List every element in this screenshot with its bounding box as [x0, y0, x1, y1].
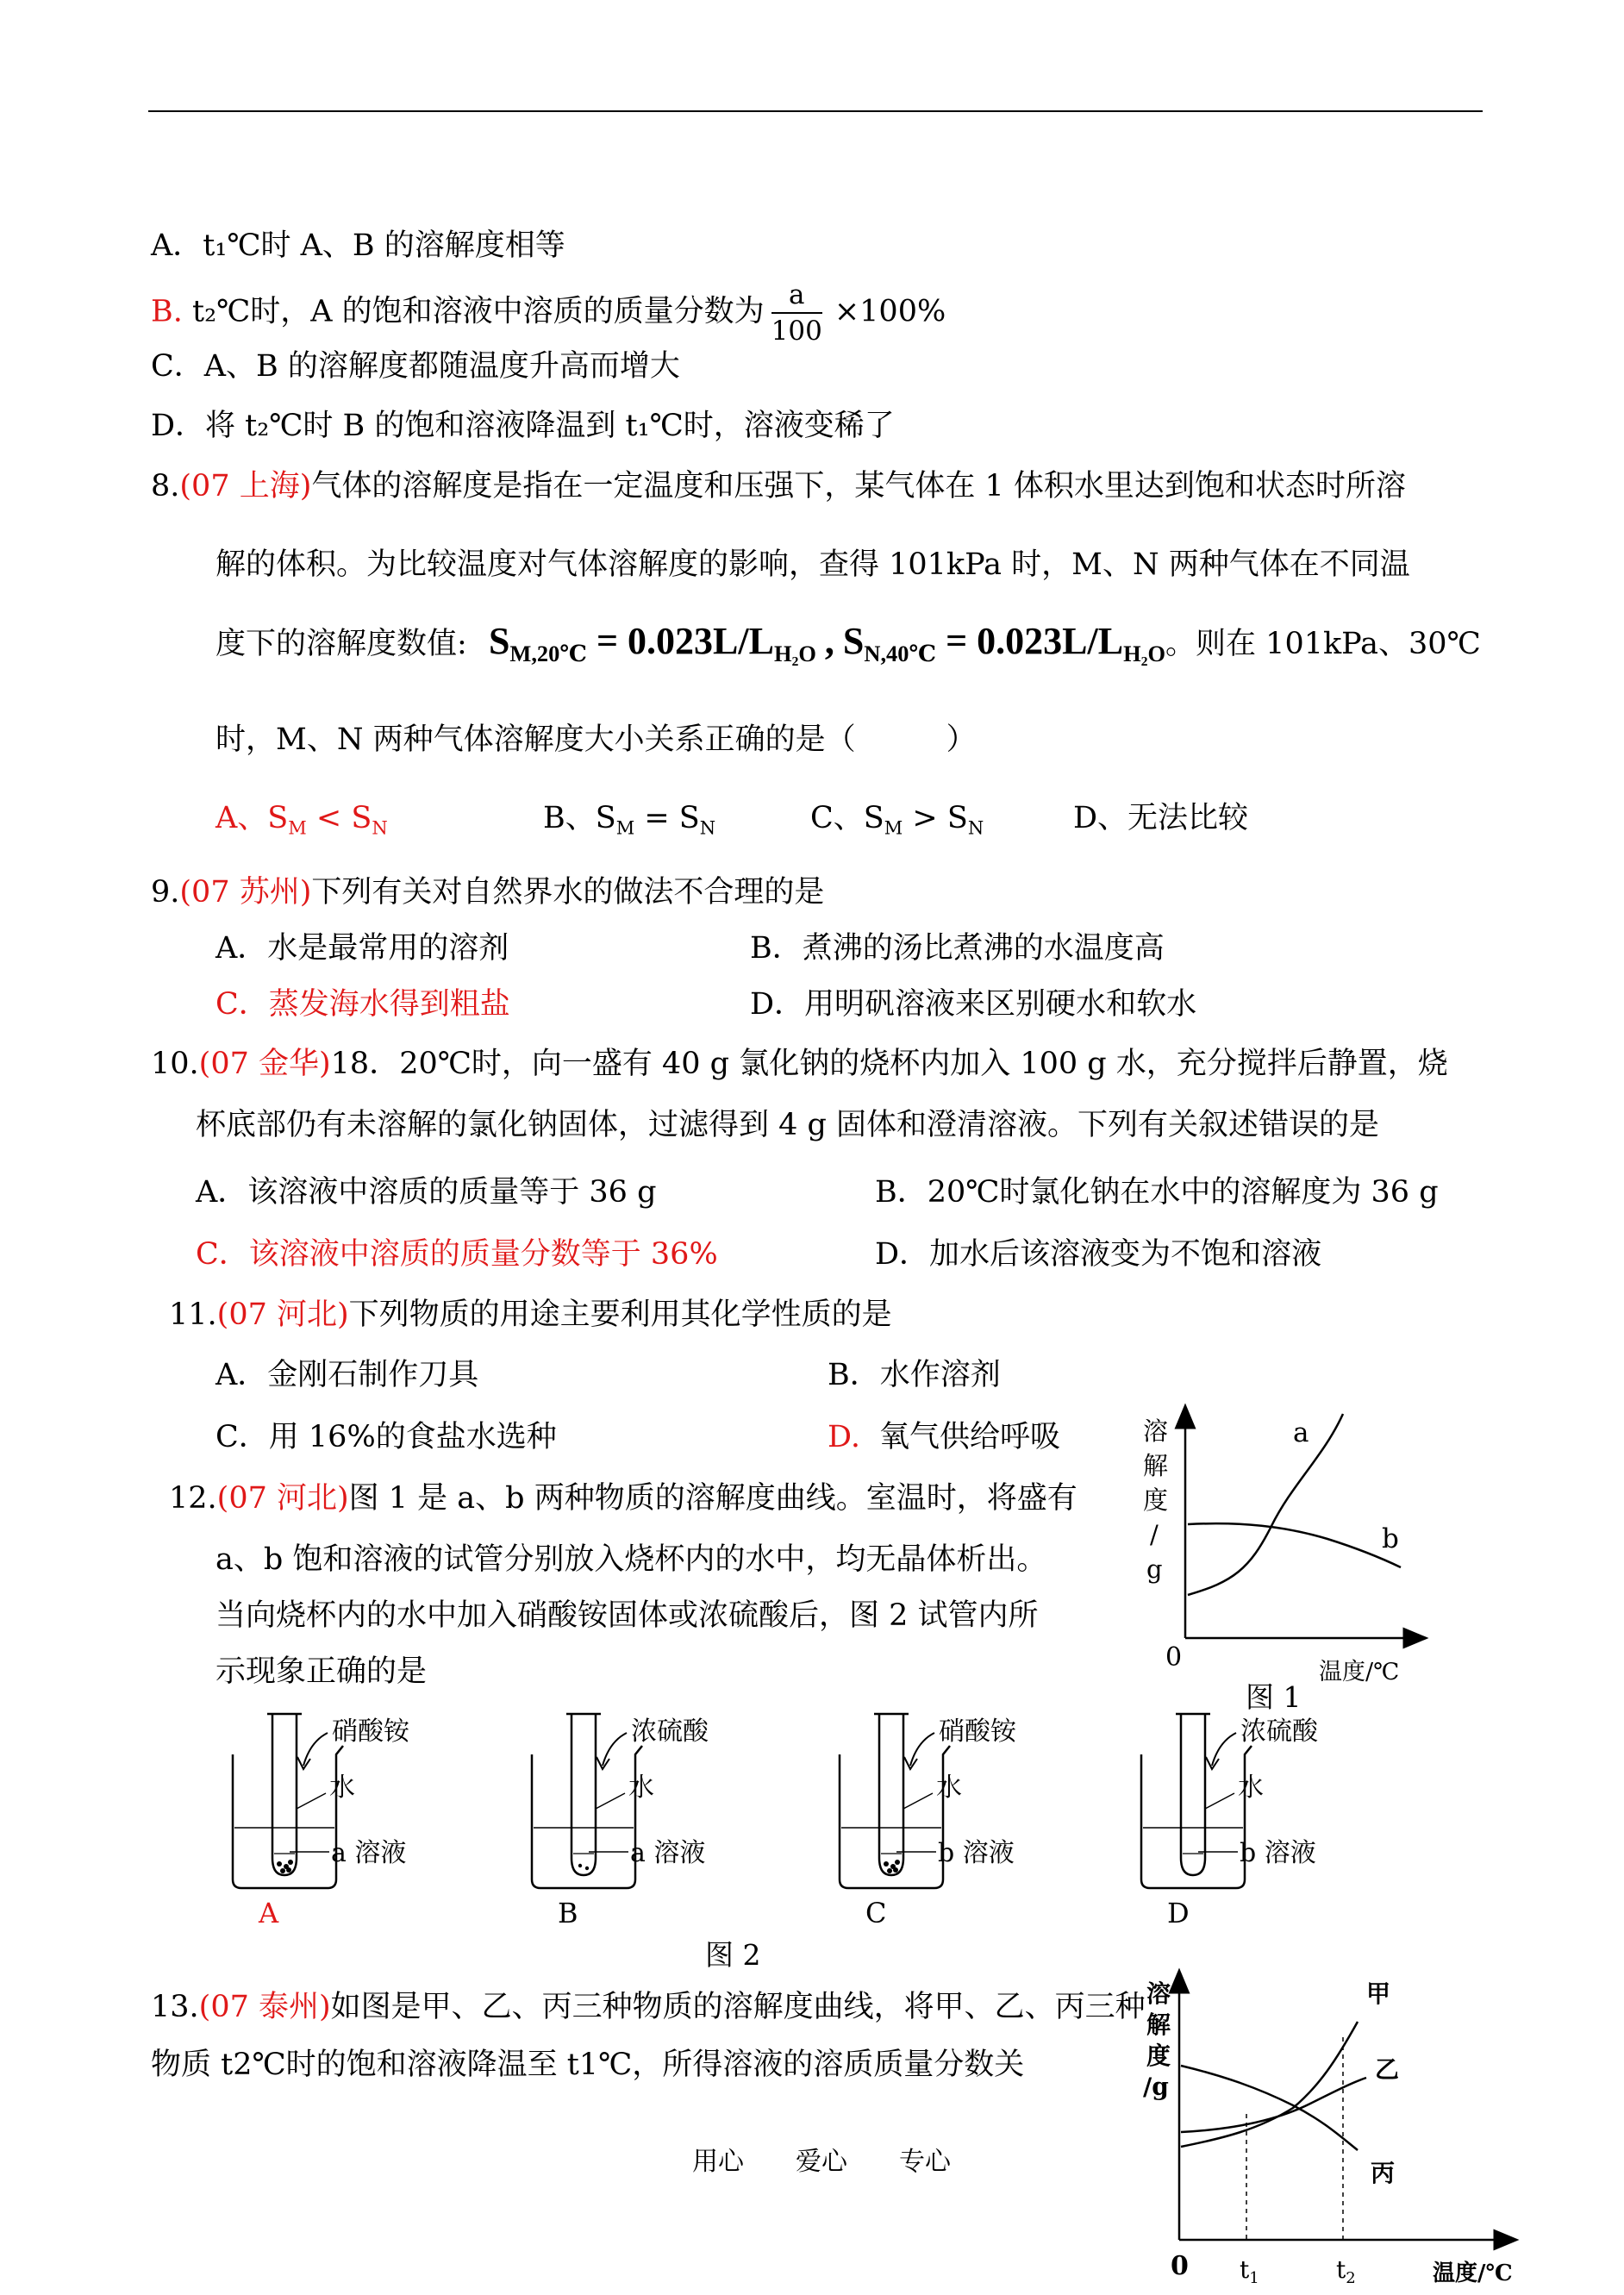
- header-rule: [148, 110, 1483, 112]
- q11-source: (07 河北): [216, 1298, 349, 1332]
- q13-label-jia: 甲: [1366, 1979, 1391, 2008]
- fig2-caption: 图 2: [705, 1938, 761, 1972]
- water-label: 水: [628, 1773, 654, 1803]
- q13-ylabel-2: 解: [1146, 2010, 1171, 2039]
- q7-fraction: [771, 279, 822, 347]
- q8-option-d: D、无法比较: [1073, 801, 1249, 835]
- q8-line3: 度下的溶解度数值: $S_{M,20℃} = 0.023L/L_{H_2O}$ , $S_{N,40℃} = 0.023L/L_{H_2O}$。则在 101kPa、30℃: [215, 620, 1481, 667]
- q13-ylabel-3: 度: [1146, 2042, 1171, 2070]
- q11-stem-text: 下列物质的用途主要利用其化学性质的是: [348, 1298, 892, 1332]
- beaker-letter: C: [865, 1897, 887, 1929]
- q8-line1: [151, 462, 1406, 505]
- q8-stem-line1: 气体的溶解度是指在一定温度和压强下，某气体在 1 体积水里达到饱和状态时所溶: [311, 469, 1406, 503]
- q13-t2: [1336, 2255, 1356, 2287]
- reagent-label: 浓硫酸: [631, 1717, 709, 1747]
- test-tube: [879, 1714, 903, 1875]
- q13-label-yi: 乙: [1375, 2055, 1400, 2084]
- q12-line4: 示现象正确的是: [215, 1654, 428, 1689]
- q8-formula-n-sub2: H₂O: [1123, 641, 1166, 667]
- q8-source: (07 上海): [179, 469, 312, 503]
- q7-option-b-text: t₂℃时，A 的饱和溶液中溶质的质量分数为: [192, 294, 765, 329]
- beaker-letter: D: [1167, 1897, 1190, 1929]
- solution-label: b 溶液: [1240, 1838, 1316, 1868]
- beaker-outline: [1141, 1746, 1252, 1888]
- fig1-ylabel-3: 度: [1143, 1485, 1169, 1515]
- q9-option-a: A．水是最常用的溶剂: [215, 931, 509, 966]
- q11-option-d-text: 氧气供给呼吸: [878, 1420, 1060, 1454]
- q7-option-b-letter: B.: [151, 294, 183, 329]
- q12-figure-2: [207, 1707, 1483, 1966]
- q8-option-a: [215, 794, 388, 838]
- q8-option-c-s: C、S: [810, 801, 884, 835]
- solution-label: a 溶液: [630, 1838, 706, 1868]
- water-label: 水: [936, 1773, 962, 1803]
- q13-ylabel-1: 溶: [1146, 1979, 1171, 2008]
- q8-option-b-sub2: N: [699, 817, 716, 839]
- beaker-letter: A: [259, 1897, 279, 1929]
- beaker-b: [532, 1714, 709, 1929]
- q11-option-d-letter: D.: [828, 1420, 860, 1454]
- crystal: [288, 1860, 293, 1865]
- water-pointer: [596, 1793, 625, 1809]
- q11-option-b: B．水作溶剂: [828, 1358, 1001, 1392]
- q13-label-bing: 丙: [1371, 2159, 1396, 2187]
- q8-formula-n-sub: N,40℃: [864, 641, 937, 667]
- test-tube: [572, 1714, 596, 1875]
- crystal: [895, 1860, 900, 1865]
- q7-fraction-numerator: a: [771, 279, 822, 314]
- fig1-label-b: b: [1382, 1523, 1399, 1554]
- q12-figure-1: [1121, 1397, 1448, 1716]
- q8-line4: 时，M、N 两种气体溶解度大小关系正确的是（ ）: [215, 722, 977, 757]
- q8-formula-m-sub: M,20℃: [509, 641, 587, 667]
- crystal: [893, 1867, 898, 1873]
- q13-t2-sub: 2: [1346, 2269, 1356, 2287]
- q11-option-a: A．金刚石制作刀具: [215, 1358, 479, 1392]
- crystal: [286, 1867, 291, 1873]
- q10-option-a: A．该溶液中溶质的质量等于 36 g: [196, 1175, 657, 1210]
- crystal: [585, 1867, 589, 1870]
- q13-curve-bing: [1181, 2066, 1358, 2150]
- q13-origin: 0: [1171, 2251, 1189, 2281]
- q12-number: 12.: [169, 1481, 217, 1516]
- fig1-ylabel-5: g: [1146, 1554, 1163, 1584]
- fig1-origin: 0: [1165, 1642, 1183, 1673]
- q7-option-d: D．将 t₂℃时 B 的饱和溶液降温到 t₁℃时，溶液变稀了: [151, 409, 895, 443]
- beaker-d: [1141, 1714, 1319, 1929]
- q8-number: 8.: [151, 469, 180, 503]
- q8-option-b: [543, 794, 715, 838]
- q8-formula-n-eq: = 0.023L/L: [936, 620, 1124, 662]
- q9-option-d: D．用明矾溶液来区别硬水和软水: [750, 987, 1197, 1022]
- q10-source: (07 金华): [198, 1047, 331, 1081]
- q10-option-b: B．20℃时氯化钠在水中的溶解度为 36 g: [875, 1175, 1439, 1210]
- reagent-arrow: [1212, 1733, 1236, 1766]
- fig1-caption: 图 1: [1246, 1680, 1302, 1714]
- q13-t1: [1240, 2255, 1259, 2287]
- fig1-ylabel-4: /: [1150, 1520, 1159, 1549]
- test-tube: [272, 1714, 297, 1875]
- q13-t2-t: t: [1336, 2255, 1346, 2284]
- q8-option-c: [810, 794, 984, 838]
- q9-option-c-text: C．蒸发海水得到粗盐: [215, 987, 510, 1022]
- solution-label: b 溶液: [938, 1838, 1015, 1868]
- q13-t1-sub: 1: [1249, 2269, 1259, 2287]
- q8-option-c-rest: > S: [903, 801, 968, 835]
- q10-option-d: D．加水后该溶液变为不饱和溶液: [875, 1237, 1322, 1272]
- q8-line2: 解的体积。为比较温度对气体溶解度的影响，查得 101kPa 时，M、N 两种气体在不同温: [215, 547, 1410, 582]
- q8-option-a-rest: < S: [306, 801, 372, 835]
- q10-option-c: [196, 1230, 718, 1273]
- q10-option-c-text: C．该溶液中溶质的质量分数等于 36%: [196, 1237, 718, 1272]
- q7-option-a: A．t₁℃时 A、B 的溶解度相等: [151, 228, 565, 263]
- q10-line2: 杯底部仍有未溶解的氯化钠固体，过滤得到 4 g 固体和澄清溶液。下列有关叙述错误的是: [196, 1108, 1380, 1142]
- q7-option-b: [151, 279, 946, 347]
- fig1-curve-b: [1188, 1523, 1401, 1567]
- water-pointer: [297, 1793, 326, 1809]
- q13-line1: [151, 1983, 1146, 2026]
- reagent-arrow: [603, 1733, 627, 1766]
- q10-line1: [151, 1040, 1448, 1083]
- beaker-a: [233, 1714, 410, 1929]
- solution-label: a 溶液: [331, 1838, 407, 1868]
- q8-option-b-sub: M: [615, 817, 635, 839]
- q11-option-c: C．用 16%的食盐水选种: [215, 1420, 557, 1454]
- q9-stem-text: 下列有关对自然界水的做法不合理的是: [311, 875, 825, 910]
- water-label: 水: [1238, 1773, 1264, 1803]
- q12-source: (07 河北): [216, 1481, 349, 1516]
- q8-option-a-s: A、S: [215, 801, 289, 835]
- water-pointer: [1205, 1793, 1234, 1809]
- q8-option-a-sub2: N: [372, 817, 388, 839]
- q8-formula-n-s: S: [842, 620, 865, 662]
- water-label: 水: [329, 1773, 355, 1803]
- q13-number: 13.: [151, 1990, 199, 2024]
- reagent-label: 硝酸铵: [332, 1717, 409, 1747]
- reagent-label: 浓硫酸: [1240, 1717, 1318, 1747]
- page-footer: 用心 爱心 专心: [692, 2147, 951, 2177]
- q8-formula-n: [842, 620, 1166, 667]
- beaker-c: [840, 1714, 1017, 1929]
- q10-number: 10.: [151, 1047, 199, 1081]
- q11-option-d: [828, 1413, 1060, 1456]
- crystal: [578, 1864, 582, 1867]
- q7-option-b-tail: ×100%: [834, 294, 946, 329]
- beaker-letter: B: [558, 1897, 578, 1929]
- q8-option-c-sub2: N: [967, 817, 984, 839]
- q8-line3-pre: 度下的溶解度数值:: [215, 627, 467, 661]
- q11-stem: [169, 1291, 892, 1334]
- q12-line2: a、b 饱和溶液的试管分别放入烧杯内的水中，均无晶体析出。: [215, 1542, 1047, 1577]
- water-pointer: [903, 1793, 933, 1809]
- fig1-xlabel: 温度/℃: [1319, 1659, 1400, 1685]
- q7-fraction-denominator: 100: [771, 316, 822, 347]
- q7-option-c: C．A、B 的溶解度都随温度升高而增大: [151, 349, 680, 384]
- fig1-label-a: a: [1293, 1417, 1309, 1448]
- q13-stem-line1: 如图是甲、乙、丙三种物质的溶解度曲线，将甲、乙、丙三种: [330, 1990, 1146, 2024]
- q10-stem-line1: 18．20℃时，向一盛有 40 g 氯化钠的烧杯内加入 100 g 水，充分搅拌后静置，烧: [330, 1047, 1448, 1081]
- crystal: [277, 1861, 282, 1867]
- q12-line1: [169, 1474, 1077, 1517]
- crystal: [884, 1861, 889, 1867]
- q13-line2: 物质 t2℃时的饱和溶液降温至 t1℃，所得溶液的溶质质量分数关: [151, 2048, 1025, 2082]
- q13-source: (07 泰州): [198, 1990, 331, 2024]
- q8-formula-m-s: S: [488, 620, 510, 662]
- crystal: [280, 1868, 285, 1873]
- fig1-curve-a: [1188, 1414, 1343, 1595]
- reagent-label: 硝酸铵: [939, 1717, 1016, 1747]
- q13-ylabel-4: /g: [1143, 2073, 1169, 2101]
- fig1-ylabel-1: 溶: [1143, 1416, 1169, 1446]
- q9-number: 9.: [151, 875, 180, 910]
- q12-stem-line1: 图 1 是 a、b 两种物质的溶解度曲线。室温时，将盛有: [348, 1481, 1077, 1516]
- q11-number: 11.: [169, 1298, 217, 1332]
- q13-figure: [1129, 1966, 1534, 2293]
- q12-line3: 当向烧杯内的水中加入硝酸铵固体或浓硫酸后，图 2 试管内所: [215, 1598, 1039, 1633]
- q9-source: (07 苏州): [179, 875, 312, 910]
- q13-curve-yi: [1181, 2078, 1366, 2132]
- test-tube: [1181, 1714, 1205, 1875]
- fig1-ylabel-2: 解: [1143, 1451, 1169, 1480]
- q9-option-c: [215, 980, 510, 1023]
- reagent-arrow: [910, 1733, 934, 1766]
- q13-t1-t: t: [1240, 2255, 1250, 2284]
- q8-formula-m: [488, 620, 816, 667]
- q8-line3-post: 。则在 101kPa、30℃: [1165, 627, 1481, 661]
- reagent-arrow: [303, 1733, 328, 1766]
- q8-option-b-s: B、S: [543, 801, 616, 835]
- q8-formula-m-eq: = 0.023L/L: [586, 620, 774, 662]
- q9-option-b: B．煮沸的汤比煮沸的水温度高: [750, 931, 1165, 966]
- q8-option-a-sub: M: [288, 817, 307, 839]
- q9-stem: [151, 868, 824, 911]
- q13-xlabel: 温度/℃: [1433, 2261, 1513, 2286]
- q8-option-c-sub: M: [884, 817, 903, 839]
- q8-option-b-rest: = S: [634, 801, 700, 835]
- crystal: [887, 1868, 892, 1873]
- q8-formula-m-sub2: H₂O: [773, 641, 816, 667]
